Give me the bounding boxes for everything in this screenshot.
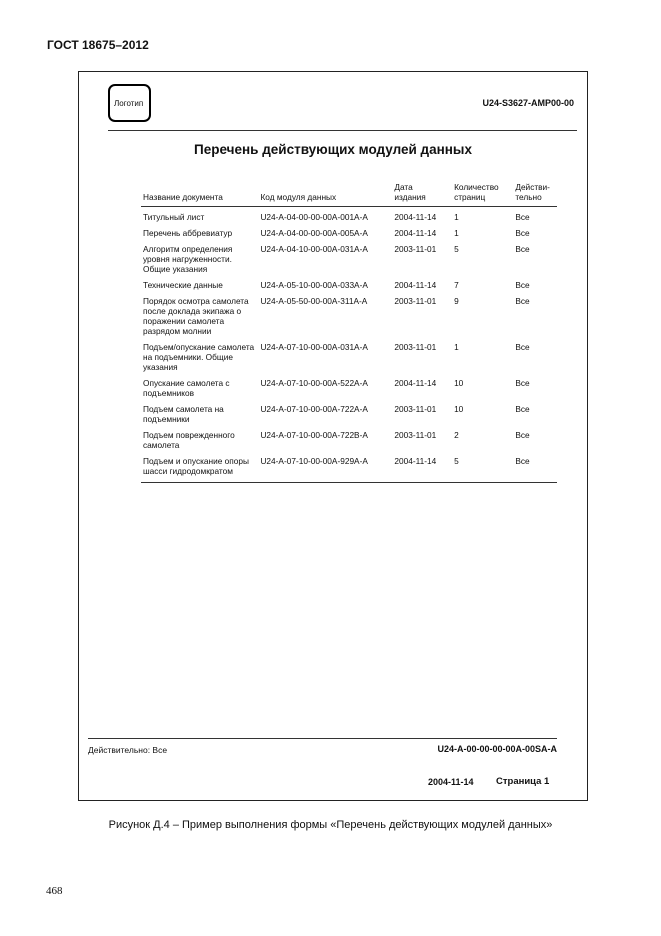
- cell-module-code: U24-A-07-10-00-00A-722A-A: [260, 404, 368, 414]
- table-row: [141, 404, 557, 430]
- table-row: [141, 244, 557, 280]
- table-header-row: [141, 182, 557, 207]
- issue-date-footer: 2004-11-14: [428, 777, 474, 787]
- cell-issue-date: 2004-11-14: [394, 456, 437, 466]
- cell-module-code: U24-A-07-10-00-00A-722B-A: [260, 430, 368, 440]
- cell-page-count: 10: [454, 404, 464, 414]
- table-row: [141, 280, 557, 296]
- cell-page-count: 1: [454, 342, 459, 352]
- cell-document-name: Порядок осмотра самолета после доклада экипажа о поражении самолета разрядом молнии: [143, 296, 249, 336]
- cell-applicability: Все: [515, 280, 530, 290]
- cell-page-count: 10: [454, 378, 464, 388]
- cell-applicability: Все: [515, 212, 530, 222]
- cell-module-code: U24-A-07-10-00-00A-929A-A: [260, 456, 368, 466]
- table-row: [141, 228, 557, 244]
- form-title: Перечень действующих модулей данных: [194, 142, 472, 157]
- cell-document-name: Технические данные: [143, 280, 223, 290]
- form-frame: [78, 71, 588, 801]
- cell-applicability: Все: [515, 430, 530, 440]
- table-row: [141, 378, 557, 404]
- header-divider: [108, 130, 577, 131]
- col-page-count-header: Количество страниц: [454, 182, 499, 202]
- cell-page-count: 1: [454, 228, 459, 238]
- module-code-footer: U24-A-00-00-00-00A-00SA-A: [437, 744, 557, 754]
- footer-divider: [88, 738, 557, 739]
- cell-issue-date: 2003-11-01: [394, 430, 437, 440]
- cell-module-code: U24-A-04-10-00-00A-031A-A: [260, 244, 368, 254]
- cell-document-name: Подъем и опускание опоры шасси гидродомкратом: [143, 456, 249, 476]
- applicability-text: Действительно: Все: [88, 745, 168, 755]
- cell-page-count: 7: [454, 280, 459, 290]
- cell-document-name: Подъем самолета на подъемники: [143, 404, 224, 424]
- cell-applicability: Все: [515, 296, 530, 306]
- logo-box: Логотип: [108, 84, 151, 122]
- cell-page-count: 1: [454, 212, 459, 222]
- publication-code: U24-S3627-AMP00-00: [482, 98, 574, 108]
- cell-module-code: U24-A-05-10-00-00A-033A-A: [260, 280, 368, 290]
- cell-document-name: Опускание самолета с подъемников: [143, 378, 230, 398]
- cell-document-name: Подъем/опускание самолета на подъемники. Общие указания: [143, 342, 255, 372]
- col-module-code-header: Код модуля данных: [260, 192, 337, 202]
- figure-caption: Рисунок Д.4 – Пример выполнения формы «Перечень действующих модулей данных»: [108, 819, 553, 831]
- cell-document-name: Титульный лист: [143, 212, 205, 222]
- cell-issue-date: 2003-11-01: [394, 296, 437, 306]
- table-row: [141, 342, 557, 378]
- cell-page-count: 5: [454, 244, 459, 254]
- cell-module-code: U24-A-04-00-00-00A-005A-A: [260, 228, 368, 238]
- cell-module-code: U24-A-07-10-00-00A-522A-A: [260, 378, 368, 388]
- cell-applicability: Все: [515, 244, 530, 254]
- cell-document-name: Подъем поврежденного самолета: [143, 430, 235, 450]
- table-row: [141, 430, 557, 456]
- cell-document-name: Алгоритм определения уровня нагруженности. Общие указания: [143, 244, 233, 274]
- cell-applicability: Все: [515, 404, 530, 414]
- cell-issue-date: 2003-11-01: [394, 342, 437, 352]
- col-issue-date-header: Дата издания: [394, 182, 426, 202]
- cell-issue-date: 2003-11-01: [394, 244, 437, 254]
- table-row: [141, 456, 557, 483]
- cell-page-count: 5: [454, 456, 459, 466]
- cell-module-code: U24-A-05-50-00-00A-311A-A: [260, 296, 368, 306]
- cell-page-count: 9: [454, 296, 459, 306]
- cell-page-count: 2: [454, 430, 459, 440]
- cell-issue-date: 2004-11-14: [394, 228, 437, 238]
- col-document-name-header: Название документа: [143, 192, 223, 202]
- cell-applicability: Все: [515, 378, 530, 388]
- page-label: Страница 1: [496, 776, 550, 787]
- col-applicability-header: Действи- тельно: [515, 182, 550, 202]
- page-number: 468: [46, 885, 63, 897]
- table-row: [141, 207, 557, 229]
- cell-issue-date: 2004-11-14: [394, 212, 437, 222]
- cell-applicability: Все: [515, 456, 530, 466]
- cell-applicability: Все: [515, 342, 530, 352]
- data-modules-table: [141, 182, 557, 483]
- cell-module-code: U24-A-07-10-00-00A-031A-A: [260, 342, 368, 352]
- cell-issue-date: 2004-11-14: [394, 378, 437, 388]
- cell-module-code: U24-A-04-00-00-00A-001A-A: [260, 212, 368, 222]
- cell-document-name: Перечень аббревиатур: [143, 228, 233, 238]
- cell-applicability: Все: [515, 228, 530, 238]
- table-row: [141, 296, 557, 342]
- cell-issue-date: 2004-11-14: [394, 280, 437, 290]
- standard-header: ГОСТ 18675–2012: [47, 38, 149, 52]
- cell-issue-date: 2003-11-01: [394, 404, 437, 414]
